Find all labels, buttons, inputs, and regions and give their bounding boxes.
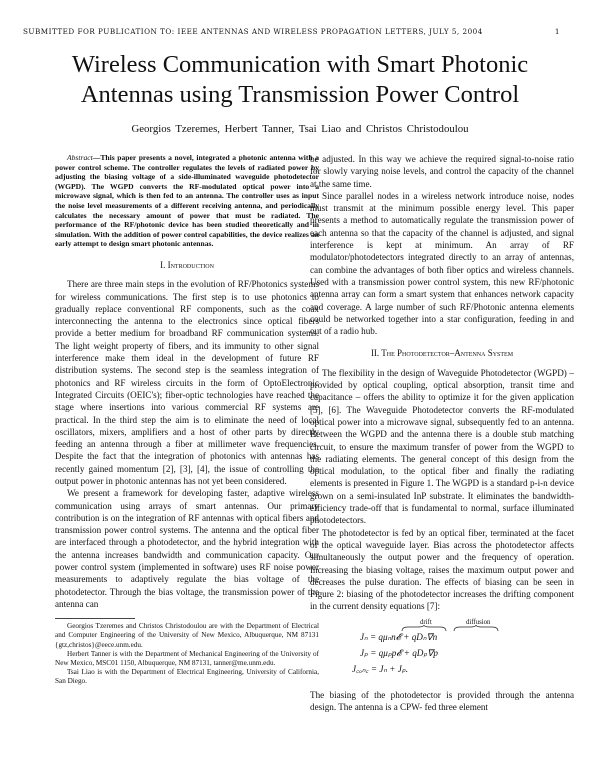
- footnote-rule: [55, 618, 135, 619]
- body-paragraph-antenna: The biasing of the photodetector is provided through the antenna design. The antenna is a CPW- fed three element: [310, 689, 574, 712]
- abstract-text: —This paper presents a novel, integrated a photonic antenna with a power control scheme. The controller regulates the levels of radiated power by adjusting the biasing voltage of a side-illuminated waveguide photodetector (WGPD). The WGPD converts the RF-modulated optical power into a microwave signal, which is then fed to an antenna. The controller uses as input the noise level measurements of a different receiving antenna, and periodically calculates the necessary amount of power that must be radiated. The performance of the RF/photonic device has been studied theoretically and in simulation. With the addition of power control capabilities, the device realizes an early attempt to design smart photonic antennas.: [55, 153, 319, 249]
- intro-paragraph-2: We present a framework for developing faster, adaptive wireless communication using arrays of smart antennas. Our primary contribution is on the integration of RF antennas with optical fibers and transmission power control systems. The antenna and the optical fiber are interfaced through a photodetector, and the hybrid integration with the antenna increases bandwidth and communication capacity. Our power control system (implemented in software) uses RF noise power measurements to adaptively regulate the bias voltage of the photodetector. Through the bias voltage, the transmission power of the antenna can: [55, 488, 319, 609]
- title-line-2: Antennas using Transmission Power Control: [80, 81, 520, 108]
- intro-paragraph-1: There are three main steps in the evolution of RF/Photonics systems for wireless communications. The first step is to use photonics to gradually replace conventional RF components, such as the coax interconnecting the antenna to the electronics since optical fibers provide a better medium for broadband RF communication systems. The light weight property of fibers, and its immunity to other signal interference make them ideal in the development of future RF distribution systems. The second step is the seamless integration of photonics and RF wireless circuits in the form of OptoElectronic Integrated Circuits (OEIC's); fiber-optic technologies have reached the stage where insertions into various commercial RF systems are practical. In the third step the aim is to eliminate the need of local oscillators, mixers, amplifiers and a host of other parts by directly feeding an antenna through a fiber at millimeter wave frequencies. Despite the fact that the integration of photonics with antennas has recently gained momentum [2], [3], [4], the issue of controlling the output power in photonic antennas has not yet been considered.: [55, 279, 319, 486]
- body-paragraph-nodes: Since parallel nodes in a wireless network introduce noise, nodes must transmit at the minimum possible energy level. This paper presents a method to automatically regulate the transmission power of each antenna so that the capacity of the channel is adjusted, and signal interference is kept at minimum. An array of RF modulator/photodetectors integrated directly to an array of antennas, can combine the advantages of both fiber optics and wireless channels. Used with a transmission power control system, this new RF/photonic antenna array can form a smart system that enhances network capacity and coverage. A large number of such RF/Photonic antenna elements could be networked together into a star configuration, feeding in and out of a radio hub.: [310, 190, 574, 337]
- diffusion-brace: [454, 625, 498, 631]
- current-density-equations: [310, 617, 574, 683]
- diffusion-label: diffusion: [466, 618, 491, 626]
- footnote-3: Tsai Liao is with the Department of Electrical Engineering, University of California, San Diego.: [55, 668, 319, 686]
- author-list: Georgios Tzeremes, Herbert Tanner, Tsai Liao and Christos Christodoulou: [131, 123, 469, 135]
- paper-title: [0, 50, 600, 110]
- section-heading-introduction: I. Introduction: [160, 259, 214, 270]
- section-heading-photodetector: II. The Photodetector–Antenna System: [370, 348, 514, 359]
- left-column: [55, 153, 319, 687]
- running-header: [23, 27, 560, 36]
- continued-paragraph: be adjusted. In this way we achieve the required signal-to-noise ratio for slowly varying noise levels, and control the capacity of the channel at the same time.: [310, 154, 574, 189]
- page-number: 1: [554, 27, 560, 36]
- right-column: [310, 153, 574, 713]
- abstract: [55, 153, 319, 249]
- title-line-1: Wireless Communication with Smart Photonic: [71, 51, 529, 78]
- abstract-label: Abstract: [67, 153, 93, 162]
- body-paragraph-bias: The photodetector is fed by an optical fiber, terminated at the facet of the optical waveguide layer. Bias across the photodetector affects simultaneously the output power and the frequency of operation. Increasing the biasing voltage, raises the maximum output power and decreases the pulse duration. The effects of biasing can be seen in Figure 2: biasing of the photodetector increases the drifting component in the current density equations [7]:: [310, 527, 574, 612]
- body-paragraph-wgpd: The flexibility in the design of Waveguide Photodetector (WGPD) – provided by optical coupling, optical absorption, transit time and capacitance – offers the ability to optimize it for the given application [5], [6]. The Waveguide Photodetector converts the RF-modulated optical power into a microwave signal, subsequently fed to an antenna. Between the WGPD and the antenna there is a double stub matching circuit, to ensure the maximum transfer of power from the WGPD to the radiating elements. The general concept of this design from the optical modulation, to the optical fiber and finally the radiating elements is presented in Figure 1. The WGPD is a standard p-i-n device grown on a semi-insulated InP substrate. It eliminates the bandwidth-efficiency trade-off that is fundamental to normal, surface illuminated photodetectors.: [310, 367, 574, 526]
- equation-jcond: J꜀ₒₙ꜀ = Jₙ + Jₚ.: [352, 663, 408, 674]
- equation-jn: Jₙ = qμₙn𝓔 + qDₙ∇n: [360, 631, 438, 642]
- footnote-2: Herbert Tanner is with the Department of Mechanical Engineering of the University of New Mexico, MSC01 1150, Albuquerque, NM 87131, tanner@me.unm.edu.: [55, 649, 319, 668]
- running-head: SUBMITTED FOR PUBLICATION TO: IEEE ANTENNAS AND WIRELESS PROPAGATION LETTERS, JULY 5, 2004: [23, 27, 483, 36]
- footnote-1: Georgios Tzeremes and Christos Christodoulou are with the Department of Electrical and Computer Engineering of the University of New Mexico, Albuquerque, NM 87131 {gtz,christos}@eece.unm.edu.: [55, 622, 319, 649]
- equation-jp: Jₚ = qμₚp𝓔 + qDₚ∇p: [360, 647, 438, 658]
- drift-label: drift: [420, 618, 432, 626]
